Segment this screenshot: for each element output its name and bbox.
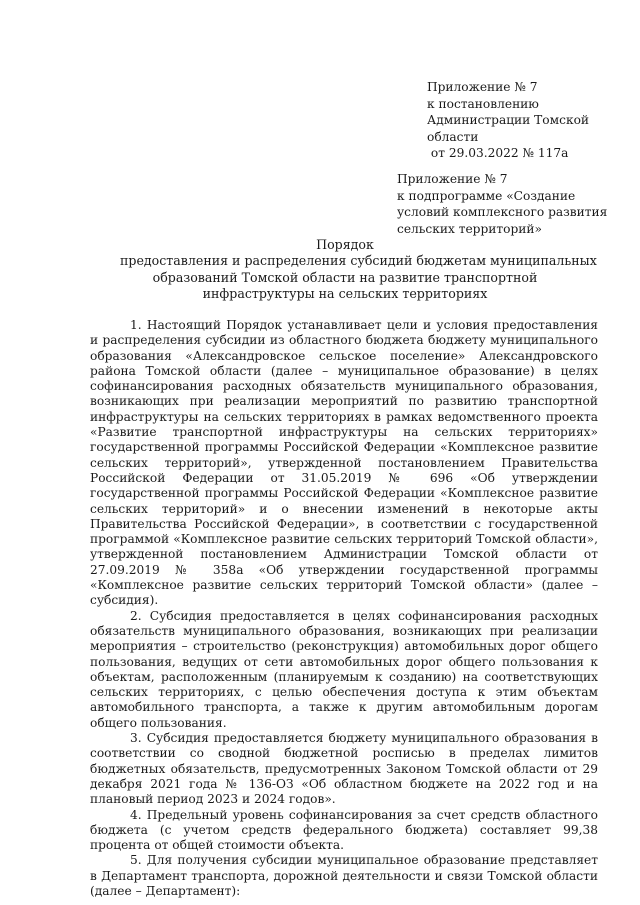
appendix-resolution-block [427, 79, 589, 162]
title-line: образований Томской области на развитие транспортной [152, 269, 538, 285]
title-line: предоставления и распределения субсидий бюджетам муниципальных [120, 253, 597, 269]
appendix-line: Администрации Томской [427, 113, 590, 128]
document-body [90, 318, 598, 899]
appendix-line: от 29.03.2022 № 117а [427, 146, 569, 161]
paragraph-1: 1. Настоящий Порядок устанавливает цели и условия предоставления и распределения субсидии из областного бюджета бюджету муниципального образования «Александровское сельское поселение» Александровского района Томской области (далее – муниципальное образование) в целях софинансирования расходных обязательств муниципального образования, возникающих при реализации мероприятий по развитию транспортной инфраструктуры на сельских территориях в рамках ведомственного проекта «Развитие транспортной инфраструктуры на сельских территориях» государственной программы Российской Федерации «Комплексное развитие сельских территорий», утвержденной постановлением Правительства Российской Федерации от 31.05.2019 № 696 «Об утверждении государственной программы Российской Федерации «Комплексное развитие сельских территорий» и о внесении изменений в некоторые акты Правительства Российской Федерации», в соответствии с государственной программой «Комплексное развитие сельских территорий Томской области», утвержденной постановлением Администрации Томской области от 27.09.2019 № 358а «Об утверждении государственной программы «Комплексное развитие сельских территорий Томской области» (далее – субсидия). [90, 318, 598, 608]
appendix-line: условий комплексного развития [397, 205, 608, 220]
appendix-line: сельских территорий» [397, 221, 542, 236]
appendix-line: области [427, 129, 479, 144]
document-title [120, 237, 597, 303]
appendix-line: к постановлению [427, 96, 539, 111]
paragraph-5: 5. Для получения субсидии муниципальное образование представляет в Департамент транспорта, дорожной деятельности и связи Томской области (далее – Департамент): [90, 853, 598, 898]
paragraph-3: 3. Субсидия предоставляется бюджету муниципального образования в соответствии со сводной бюджетной росписью в пределах лимитов бюджетных обязательств, предусмотренных Законом Томской области от 29 декабря 2021 года № 136-ОЗ «Об областном бюджете на 2022 год и на плановый период 2023 и 2024 годов». [90, 731, 598, 807]
appendix-line: Приложение № 7 [427, 80, 538, 94]
title-line: инфраструктуры на сельских территориях [202, 286, 488, 302]
title-heading: Порядок [316, 237, 374, 252]
paragraph-4: 4. Предельный уровень софинансирования за счет средств областного бюджета (с учетом средств федерального бюджета) составляет 99,38 процента от общей стоимости объекта. [90, 807, 598, 853]
paragraph-2: 2. Субсидия предоставляется в целях софинансирования расходных обязательств муниципального образования, возникающих при реализации мероприятия – строительство (реконструкция) автомобильных дорог общего пользования, ведущих от сети автомобильных дорог общего пользования к объектам, расположенным (планируемым к созданию) на соответствующих сельских территориях, с целью обеспечения доступа к этим объектам автомобильного транспорта, а также к другим автомобильным дорогам общего пользования. [90, 608, 598, 730]
appendix-line: Приложение № 7 [397, 172, 508, 186]
appendix-line: к подпрограмме «Создание [397, 188, 576, 203]
appendix-subprogram-block [397, 171, 607, 237]
